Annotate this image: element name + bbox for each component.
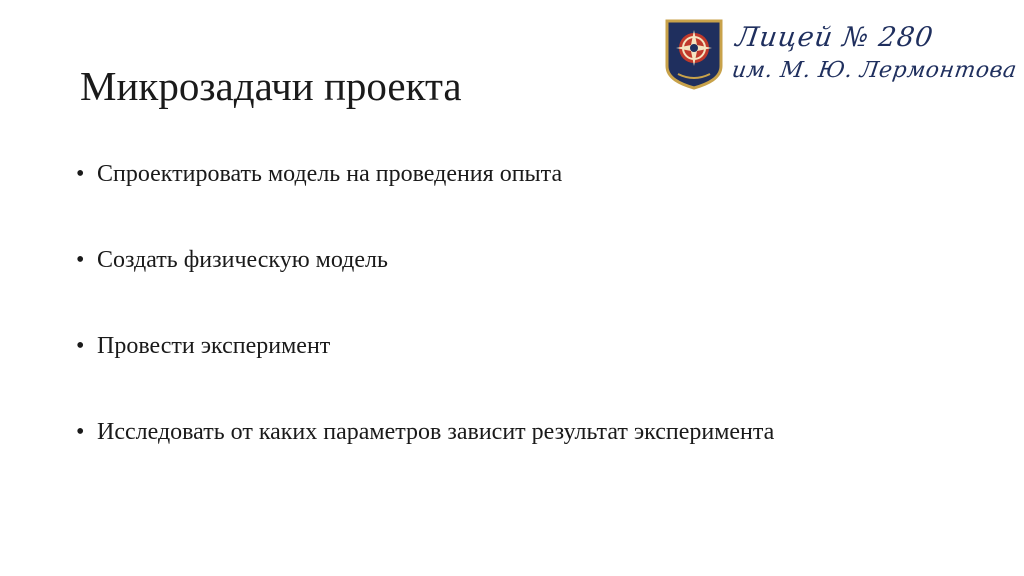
school-name-line1: Лицей № 280 — [733, 22, 936, 53]
bullet-item — [76, 330, 796, 362]
bullet-item — [76, 416, 796, 448]
bullet-item — [76, 244, 796, 276]
school-crest-icon — [664, 18, 724, 90]
school-name-line2: им. М. Ю. Лермонтова — [730, 58, 1019, 83]
bullet-marker: • — [76, 247, 85, 273]
bullet-text: Создать физическую модель — [97, 247, 388, 273]
bullet-item — [76, 158, 796, 190]
bullet-text: Спроектировать модель на проведения опыта — [97, 161, 563, 187]
school-logo — [664, 18, 1019, 98]
bullet-text: Провести эксперимент — [97, 333, 331, 359]
bullet-marker: • — [76, 333, 85, 359]
bullet-text: Исследовать от каких параметров зависит результат эксперимента — [97, 419, 775, 445]
school-name — [730, 18, 1019, 98]
bullet-marker: • — [76, 419, 85, 445]
slide-title: Микрозадачи проекта — [80, 63, 462, 109]
bullet-marker: • — [76, 161, 85, 187]
